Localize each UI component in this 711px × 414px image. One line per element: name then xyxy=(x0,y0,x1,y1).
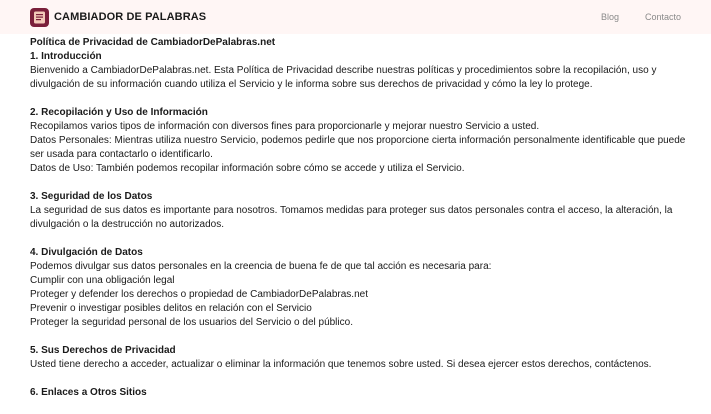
section-heading: 5. Sus Derechos de Privacidad xyxy=(30,345,176,356)
section-derechos xyxy=(30,344,690,372)
privacy-policy-content xyxy=(30,36,690,414)
notebook-icon xyxy=(32,10,47,25)
list-item: Proteger y defender los derechos o propiedad de CambiadorDePalabras.net xyxy=(30,289,368,300)
nav-link-contacto[interactable]: Contacto xyxy=(644,12,681,22)
section-heading: 1. Introducción xyxy=(30,51,102,62)
list-item: Prevenir o investigar posibles delitos en relación con el Servicio xyxy=(30,303,312,314)
section-text: La seguridad de sus datos es importante para nosotros. Tomamos medidas para proteger sus datos personales contra el acceso, la alteración, la divulgación o la destrucción no autorizados. xyxy=(30,205,673,230)
section-text: Datos Personales: Mientras utiliza nuestro Servicio, podemos pedirle que nos proporcione cierta información personalmente identificable que puede ser usada para contactarlo o identificarlo. xyxy=(30,135,686,160)
section-heading: 3. Seguridad de los Datos xyxy=(30,191,153,202)
section-text: Datos de Uso: También podemos recopilar información sobre cómo se accede y utiliza el Servicio. xyxy=(30,163,465,174)
section-heading: 2. Recopilación y Uso de Información xyxy=(30,107,208,118)
list-item: Proteger la seguridad personal de los usuarios del Servicio o del público. xyxy=(30,317,353,328)
list-item: Cumplir con una obligación legal xyxy=(30,275,175,286)
section-seguridad xyxy=(30,190,690,232)
section-introduccion xyxy=(30,50,690,92)
section-text: Bienvenido a CambiadorDePalabras.net. Esta Política de Privacidad describe nuestras políticas y procedimientos sobre la recopilación, uso y divulgación de su información cuando utiliza el Servicio y le informa sobre sus derechos de privacidad y cómo la ley lo protege. xyxy=(30,65,657,90)
section-recopilacion xyxy=(30,106,690,176)
nav-links xyxy=(575,12,681,22)
top-navbar xyxy=(0,0,711,34)
logo-icon[interactable] xyxy=(30,8,49,27)
nav-link-blog[interactable]: Blog xyxy=(600,12,619,22)
brand-name[interactable]: CAMBIADOR DE PALABRAS xyxy=(54,11,207,23)
section-divulgacion xyxy=(30,246,690,330)
section-heading: 6. Enlaces a Otros Sitios xyxy=(30,387,147,398)
section-heading: 4. Divulgación de Datos xyxy=(30,247,143,258)
page-title: Política de Privacidad de CambiadorDePalabras.net xyxy=(30,37,276,48)
section-enlaces xyxy=(30,386,690,400)
section-text: Usted tiene derecho a acceder, actualizar o eliminar la información que tenemos sobre usted. Si desea ejercer estos derechos, contáctenos. xyxy=(30,359,652,370)
section-text: Recopilamos varios tipos de información con diversos fines para proporcionarle y mejorar nuestro Servicio a usted. xyxy=(30,121,540,132)
section-text: Podemos divulgar sus datos personales en la creencia de buena fe de que tal acción es necesaria para: xyxy=(30,261,492,272)
